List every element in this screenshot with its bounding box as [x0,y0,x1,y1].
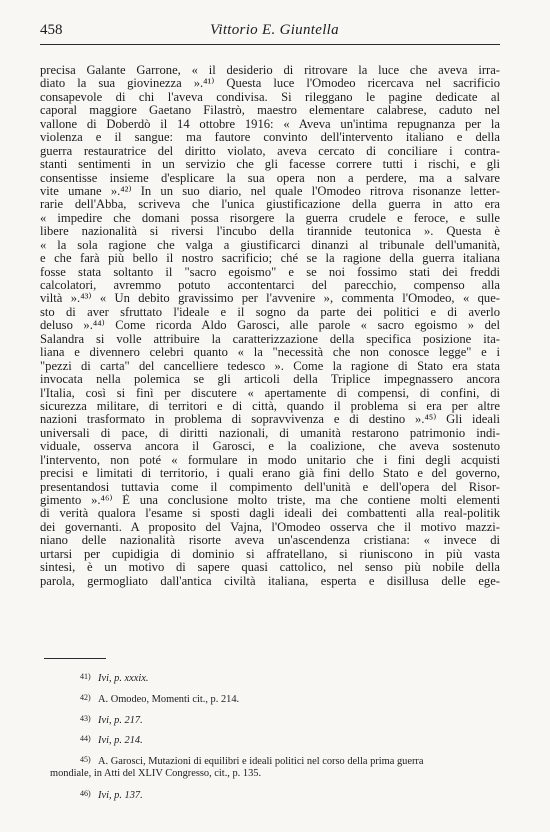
footnote-continuation [50,768,261,779]
footnote [80,672,148,684]
footnote-text: Ivi, p. 137. [98,790,143,801]
body-line: niano delle nazionalità risorte aveva un'ascendenza cristiana: « invece di [40,534,500,548]
body-line: universali di pace, di diritti nazionali, di umanità restarono patrimonio indi- [40,426,500,440]
body-line: precisi e limitati di territorio, i quali erano già fini dello Stato e del governo, [40,467,500,481]
footnote-number: 46) [80,789,91,798]
body-line: liana e divennero celebri quanto « la "necessità che non conosce legge" e i [40,346,500,360]
footnote-number: 45) [80,755,91,764]
body-line: vite umane ».⁴²⁾ In un suo diario, nel quale l'Omodeo ritrova risonanze letter- [40,184,500,198]
page-header [40,20,500,42]
body-line: guerra restauratrice del diritto violato, aveva cercato di conciliare i contra- [40,144,500,158]
running-title: Vittorio E. Giuntella [210,22,339,38]
footnote-text: mondiale, in Atti del XLIV Congresso, cit., p. 135. [50,768,262,779]
body-line: Salandra si volle attribuire la caratterizzazione della specifica posizione ita- [40,332,500,346]
body-line: consapevole di chi l'aveva condivisa. Si rileggano le pagine dedicate al [40,90,500,104]
body-line: l'Italia, così si finì per discutere « apertamente di compensi, di confini, di [40,386,500,400]
footnote [80,789,143,801]
body-line: l'intervento, non poté « formulare in modo unitario che i fini degli acquisti [40,453,500,467]
body-line: sto di aver sfruttato l'ideale e il sogno da parte dei politici e di averlo [40,305,500,319]
body-line: gimento ».⁴⁶⁾ È una conclusione molto triste, ma che contiene molti elementi [40,494,500,507]
body-line: di verità qualora l'esame si sposti dagli ideali dei combattenti alla real-politik [40,507,500,521]
body-line: fosse stata soltanto il "sacro egoismo" e se noi fossimo stati dei freddi [40,265,500,279]
body-line: calcolatori, avremmo potuto accontentarci del parecchio, compenso alla [40,279,500,292]
body-line: deluso ».⁴⁴⁾ Come ricorda Aldo Garosci, alle parole « sacro egoismo » del [40,319,500,333]
body-line: urtarsi per cupidigia di dominio si affratellano, si riuniscono in più vasta [40,547,500,561]
page-number: 458 [40,22,63,38]
body-line: libere nazionalità si riversi l'incubo della tirannide teutonica ». Questa è [40,225,500,239]
body-line: « impedire che domani possa risorgere la guerra crudele e feroce, e sulle [40,211,500,225]
body-line: invocata nella polemica se gli articoli della Triplice impegnassero ancora [40,373,500,387]
header-rule [40,44,500,45]
body-line: nazioni trasformato in problema di sopravvivenza e di destino ».⁴⁵⁾ Gli ideali [40,413,500,427]
footnote [80,714,143,726]
footnote-number: 43) [80,714,91,723]
footnote-number: 41) [80,672,91,681]
body-line: viltà ».⁴³⁾ « Un debito gravissimo per l'avvenire », commenta l'Omodeo, « que- [40,292,500,306]
body-line: consentisse insieme d'esplicare la sua opera non a perdere, ma a salvare [40,171,500,185]
footnote [80,693,239,705]
body-line: vallone di Doberdò il 14 ottobre 1916: « Aveva un'intima repugnanza per la [40,117,500,131]
footnote-number: 42) [80,693,91,702]
body-line: presentandosi tuttavia come il compimento dell'unità e dell'opera del Risor- [40,480,500,494]
body-line: parola, germogliato dall'antica civiltà italiana, esperta e disillusa delle ege- [40,574,500,588]
footnote-text: A. Omodeo, Momenti cit., p. 214. [98,694,240,705]
body-text [40,64,500,588]
body-line: "pezzi di carta" del cancelliere tedesco ». Come la ragione di Stato era stata [40,359,500,373]
body-line: sintesi, è un motivo di sapere quasi cattolico, nel senso più nobile della [40,561,500,575]
body-line: violenza e il sangue: ma fautore convinto dell'intervento italiano e della [40,131,500,145]
footnote-text: A. Garosci, Mutazioni di equilibri e ideali politici nel corso della prima guerra [98,756,424,767]
body-line: viduale, osserva ancora il Garosci, e la coalizione, che aveva sostenuto [40,440,500,454]
body-line: sicurezza militare, di territori e di città, quando il problema si era per altre [40,399,500,413]
body-line: dei governanti. A proposito del Vajna, l'Omodeo osserva che il motivo mazzi- [40,520,500,534]
body-line: e che farà più bello il nostro sacrificio; ché se la ragione della guerra italiana [40,252,500,266]
footnote [80,755,423,767]
body-line: rarie dell'Abba, scriveva che l'unica giustificazione della guerra in atto era [40,198,500,212]
body-line: precisa Galante Garrone, « il desiderio di ritrovare la luce che aveva irra- [40,64,500,77]
footnote-text: Ivi, p. xxxix. [98,673,149,684]
body-line: diato la sua giovinezza ».⁴¹⁾ Questa luce l'Omodeo ricercava nel sacrificio [40,77,500,91]
body-line: « la sola ragione che valga a giustificarci dinanzi al tribunale dell'umanità, [40,238,500,252]
body-line: stanti sentimenti in un servizio che gli facesse correre tutti i rischi, e gli [40,158,500,172]
footnote [80,734,143,746]
footnote-text: Ivi, p. 217. [98,715,143,726]
footnote-number: 44) [80,734,91,743]
footnote-rule [44,658,106,659]
body-line: caporal maggiore Gaetano Filastrò, maestro elementare calabrese, caduto nel [40,104,500,118]
footnote-text: Ivi, p. 214. [98,735,143,746]
